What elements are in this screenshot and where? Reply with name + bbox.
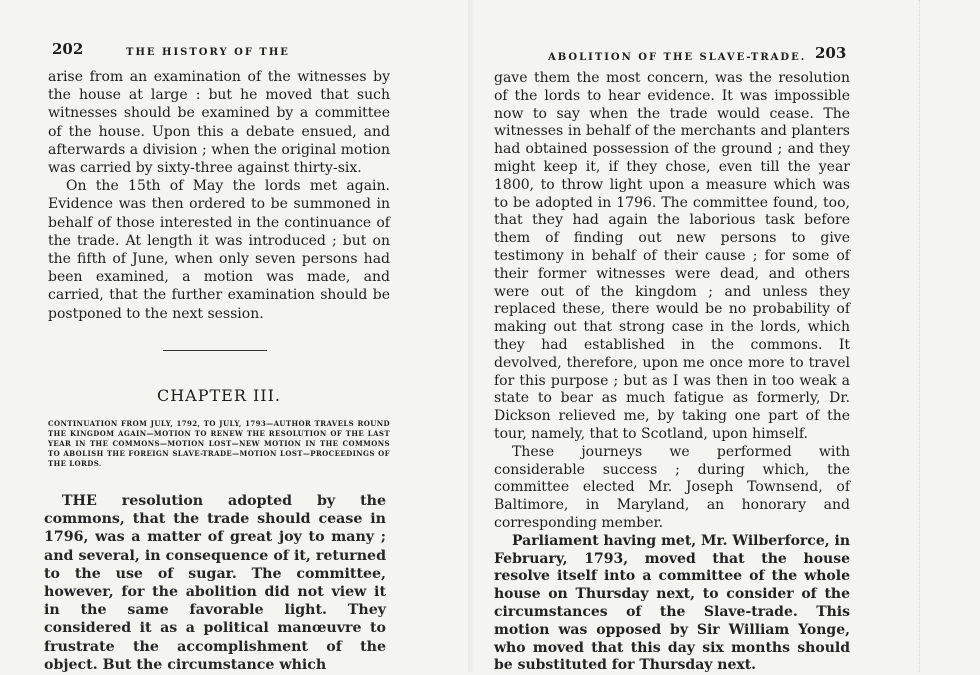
right-paragraph-3: Parliament having met, Mr. Wilberforce, in February, 1793, moved that the house resolve itself into a committee of the whole house on Thursday next, to consider of the circumstances of the Slave-trade. This motion was opposed by Sir William Yonge, who moved that this day six months should be substituted for Thursday next.: [494, 532, 850, 674]
chapter-paragraph-1: THE resolution adopted by the commons, that the trade should cease in 1796, was a matter of great joy to many ; and several, in consequence of it, returned to the use of sugar. The committee, however, for the abolition did not view it in the same favorable light. They considered it as a political manœuvre to frustrate the accomplishment of the object. But the circumstance which: [44, 493, 386, 673]
right-page-number: 203: [815, 44, 847, 62]
chapter-opening-paragraph: [44, 492, 386, 674]
left-paragraph-1: arise from an examination of the witnesses by the house at large : but he moved that such witnesses should be examined by a committee of the house. Upon this a debate ensued, and afterwards a division ; when the original motion was carried by sixty-three against thirty-six.: [48, 69, 390, 177]
right-text-block: [494, 70, 850, 675]
scan-edge-noise: [919, 0, 980, 672]
left-running-head: THE HISTORY OF THE: [126, 47, 290, 58]
left-text-block: [48, 68, 390, 323]
section-divider: [163, 350, 267, 351]
chapter-summary: CONTINUATION FROM JULY, 1792, TO JULY, 1793—AUTHOR TRAVELS ROUND THE KINGDOM AGAIN—MOTION TO RENEW THE RESOLUTION OF THE LAST YEAR IN THE COMMONS—MOTION LOST—NEW MOTION IN THE COMMONS TO ABOLISH THE FOREIGN SLAVE-TRADE—MOTION LOST—PROCEEDINGS OF THE LORDS.: [48, 419, 390, 468]
chapter-title: CHAPTER III.: [156, 386, 282, 405]
left-paragraph-2: On the 15th of May the lords met again. Evidence was then ordered to be summoned in behalf of those interested in the continuance of the trade. At length it was introduced ; but on the fifth of June, when only seven persons had been examined, a motion was made, and carried, that the further examination should be postponed to the next session.: [48, 178, 390, 322]
right-page: [470, 0, 980, 672]
right-paragraph-1: gave them the most concern, was the resolution of the lords to hear evidence. It was impossible now to say when the trade would cease. The witnesses in behalf of the merchants and planters had obtained possession of the ground ; and they might keep it, if they chose, even till the year 1800, to throw light upon a measure which was to be adopted in 1796. The committee found, too, that they had again the laborious task before them of finding out new persons to give testimony in behalf of their cause ; for some of their former witnesses were dead, and others were out of the kingdom ; and unless they replaced these, there would be no probability of making out that strong case in the lords, which they had established in the commons. It devolved, therefore, upon me once more to travel for this purpose ; but as I was then in too weak a state to bear as much fatigue as formerly, Dr. Dickson relieved me, by taking one part of the tour, namely, that to Scotland, upon himself.: [494, 70, 850, 442]
left-page-number: 202: [52, 40, 84, 58]
right-running-head: ABOLITION OF THE SLAVE-TRADE.: [548, 52, 807, 63]
left-page: [0, 0, 470, 672]
right-paragraph-2: These journeys we performed with considerable success ; during which, the committee elected Mr. Joseph Townsend, of Baltimore, in Maryland, an honorary and corresponding member.: [494, 443, 850, 531]
